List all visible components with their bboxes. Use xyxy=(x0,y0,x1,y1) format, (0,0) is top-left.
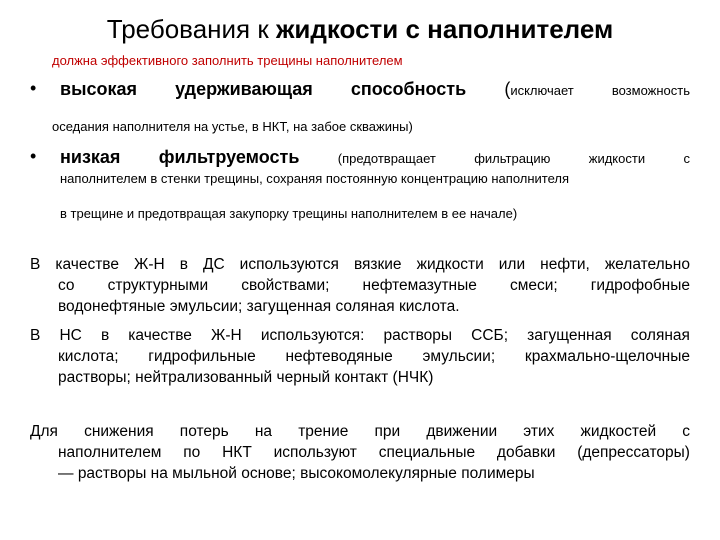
bullet-2-line-1 xyxy=(60,147,690,168)
word: используют xyxy=(273,444,357,461)
paragraph-2-line-2 xyxy=(30,346,690,367)
word: на xyxy=(254,423,273,440)
paragraph-1 xyxy=(30,254,690,317)
word: этих xyxy=(523,423,555,440)
word: в xyxy=(179,256,188,273)
word: загущенная xyxy=(527,327,612,344)
word: снижения xyxy=(84,423,154,440)
word: кислота; xyxy=(58,348,119,365)
paragraph-1-line-3 xyxy=(30,296,690,317)
word: (НЧК) xyxy=(392,369,434,386)
word: вязкие xyxy=(353,256,402,273)
word: при xyxy=(374,423,401,440)
word: мыльной xyxy=(172,465,242,482)
word: соляная xyxy=(335,298,399,315)
word: гидрофобные xyxy=(590,277,690,294)
word: — xyxy=(58,465,78,482)
bullet-2-word-1: низкая xyxy=(60,147,121,167)
bullet-1-continuation: оседания наполнителя на устье, в НКТ, на забое скважины) xyxy=(52,119,413,134)
bullet-2-word-2: фильтруемость xyxy=(158,147,300,167)
word: или xyxy=(498,256,526,273)
word: кислота. xyxy=(398,298,460,315)
bullet-marker-1: • xyxy=(30,78,37,98)
word: соляная xyxy=(630,327,690,344)
bullet-2-rest-word-3: жидкости xyxy=(588,151,646,166)
word: со xyxy=(58,277,75,294)
word: жидкости xyxy=(416,256,484,273)
bullet-1-word-1: высокая xyxy=(60,79,137,99)
bullet-1-paren: ( xyxy=(504,79,511,99)
paragraph-3-line-1 xyxy=(30,421,690,442)
paragraph-3 xyxy=(30,421,690,484)
word: добавки xyxy=(496,444,556,461)
word: потерь xyxy=(179,423,229,440)
word: НКТ xyxy=(222,444,252,461)
word: водонефтяные xyxy=(58,298,170,315)
bullet-1-rest-word-1: исключает xyxy=(510,83,574,98)
word: крахмально-щелочные xyxy=(524,348,690,365)
word: растворы xyxy=(383,327,453,344)
word: (депрессаторы) xyxy=(577,444,690,461)
word: качестве xyxy=(128,327,192,344)
bullet-2-line-2: наполнителем в стенки трещины, сохраняя постоянную концентрацию наполнителя xyxy=(60,171,570,186)
paragraph-2-line-1 xyxy=(30,325,690,346)
word: структурными xyxy=(107,277,209,294)
word: растворы; xyxy=(58,369,136,386)
bullet-1-paren-group xyxy=(504,79,573,100)
word: на xyxy=(150,465,173,482)
word: Ж-Н xyxy=(211,327,242,344)
word: движении xyxy=(426,423,498,440)
bullet-1-word-3: способность xyxy=(350,79,467,99)
word: нефти, xyxy=(540,256,590,273)
word: по xyxy=(183,444,201,461)
paragraph-3-line-2 xyxy=(30,442,690,463)
word: нефтемазутные xyxy=(362,277,477,294)
word: гидрофильные xyxy=(148,348,256,365)
word: наполнителем xyxy=(58,444,162,461)
bullet-1-rest-word-2: возможность xyxy=(611,83,690,98)
word: эмульсии; xyxy=(422,348,496,365)
word: трение xyxy=(298,423,349,440)
word: эмульсии; xyxy=(169,298,247,315)
slide-subtitle: должна эффективного заполнить трещины наполнителем xyxy=(52,53,403,68)
bullet-2-line-3: в трещине и предотвращая закупорку трещины наполнителем в ее начале) xyxy=(60,206,518,221)
word: в xyxy=(100,327,110,344)
word: ССБ; xyxy=(471,327,509,344)
word: НС xyxy=(59,327,82,344)
title-bold-part: жидкости с наполнителем xyxy=(275,14,614,44)
word: качестве xyxy=(55,256,119,273)
word: В xyxy=(30,256,41,273)
word: Для xyxy=(30,423,58,440)
paragraph-3-line-3 xyxy=(30,463,690,484)
bullet-1-line-1 xyxy=(60,79,690,100)
word: нефтеводяные xyxy=(285,348,393,365)
bullet-2-rest-word-4: с xyxy=(683,151,690,166)
word: смеси; xyxy=(509,277,558,294)
word: растворы xyxy=(77,465,151,482)
word: свойствами; xyxy=(241,277,330,294)
word: В xyxy=(30,327,41,344)
word: Ж-Н xyxy=(134,256,165,273)
word: основе; xyxy=(241,465,301,482)
word: высокомолекулярные xyxy=(300,465,462,482)
bullet-2-rest-word-1: (предотвращает xyxy=(337,151,436,166)
paragraph-2 xyxy=(30,325,690,388)
word: черный xyxy=(276,369,335,386)
word: полимеры xyxy=(461,465,535,482)
word: ДС xyxy=(202,256,225,273)
word: специальные xyxy=(378,444,476,461)
word: используются xyxy=(239,256,339,273)
bullet-marker-2: • xyxy=(30,146,37,166)
word: жидкостей xyxy=(580,423,657,440)
word: контакт xyxy=(334,369,393,386)
word: нейтрализованный xyxy=(135,369,277,386)
word: используются: xyxy=(260,327,365,344)
paragraph-1-line-2 xyxy=(30,275,690,296)
paragraph-2-line-3 xyxy=(30,367,690,388)
paragraph-1-line-1 xyxy=(30,254,690,275)
word: загущенная xyxy=(246,298,336,315)
word: с xyxy=(682,423,690,440)
bullet-2-rest-word-2: фильтрацию xyxy=(474,151,551,166)
slide-title xyxy=(0,12,720,46)
title-normal-part: Требования к xyxy=(106,14,276,44)
bullet-1-word-2: удерживающая xyxy=(175,79,313,99)
word: желательно xyxy=(604,256,690,273)
